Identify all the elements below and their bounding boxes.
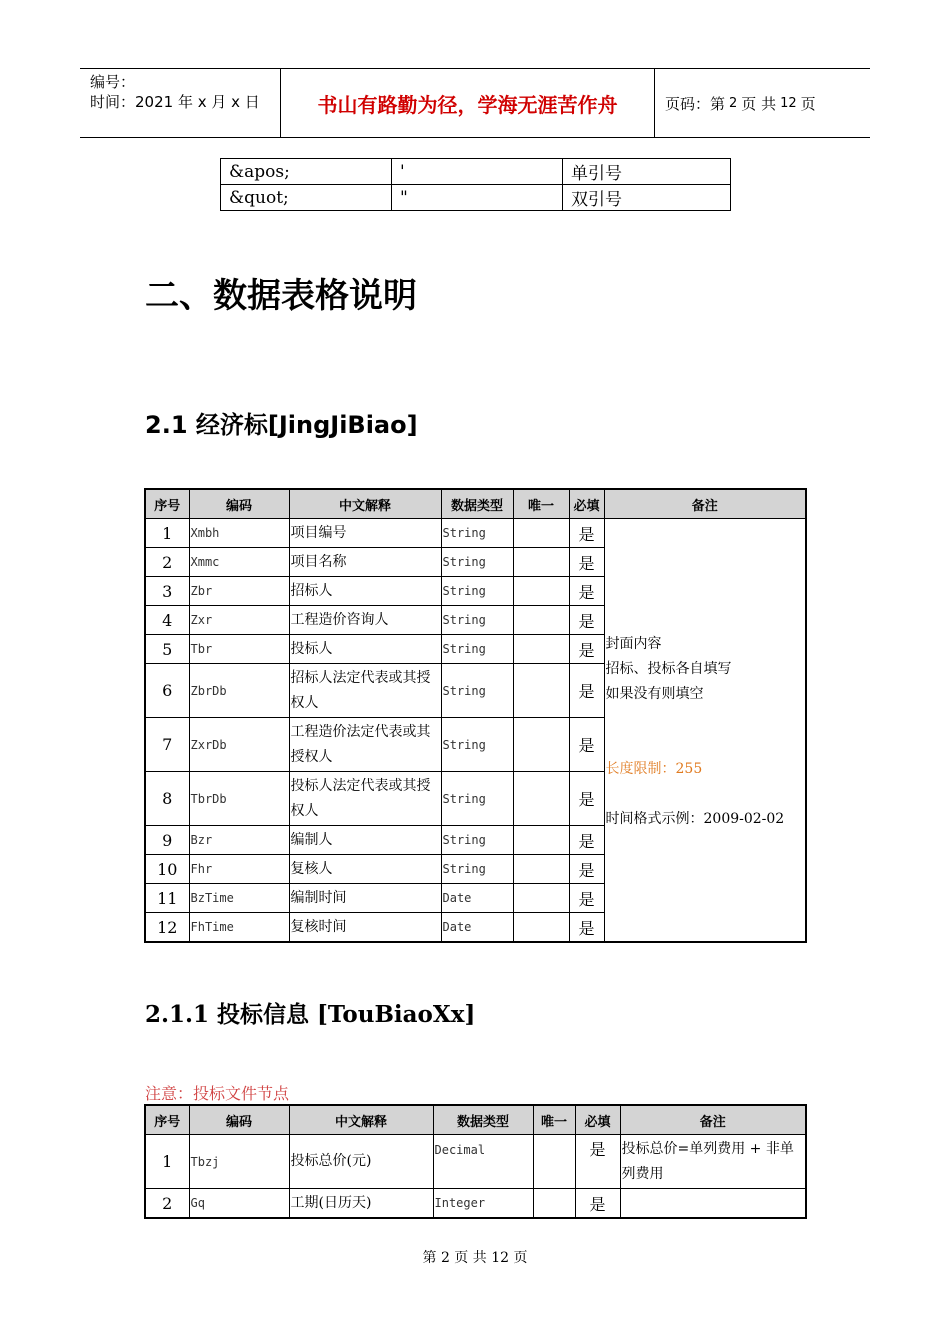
row-unique <box>513 635 569 664</box>
desc-cell: 单引号 <box>563 159 731 185</box>
row-unique <box>513 718 569 772</box>
row-no: 12 <box>145 913 189 943</box>
row-type: String <box>441 826 513 855</box>
row-unique <box>513 664 569 718</box>
toubiaoxx-table <box>144 1104 807 1219</box>
row-required: 是 <box>569 548 604 577</box>
page-footer: 第 2 页 共 12 页 <box>422 1250 528 1266</box>
row-unique <box>513 884 569 913</box>
row-type: String <box>441 718 513 772</box>
col-header-code: 编码 <box>189 489 289 519</box>
table-row <box>221 159 731 185</box>
row-code: Zxr <box>189 606 289 635</box>
row-type: String <box>441 772 513 826</box>
row-required: 是 <box>569 884 604 913</box>
col-header-remark: 备注 <box>620 1105 806 1135</box>
subsection-title-toubiaoxx: 2.1.1 投标信息 [TouBiaoXx] <box>145 1001 476 1028</box>
row-unique <box>513 577 569 606</box>
length-limit-note: 长度限制：255 <box>605 761 703 777</box>
row-required: 是 <box>569 772 604 826</box>
section-title: 二、数据表格说明 <box>145 276 417 316</box>
entity-cell: &quot; <box>221 185 392 211</box>
remark-cell <box>604 519 806 943</box>
row-no: 7 <box>145 718 189 772</box>
row-required: 是 <box>569 855 604 884</box>
row-required: 是 <box>569 577 604 606</box>
header-info <box>80 69 281 137</box>
remark-line: 如果没有则填空 <box>605 686 704 702</box>
row-code: Gq <box>189 1189 289 1219</box>
row-no: 3 <box>145 577 189 606</box>
col-header-no: 序号 <box>145 489 189 519</box>
row-cn: 项目编号 <box>289 519 441 548</box>
row-type: String <box>441 664 513 718</box>
row-no: 11 <box>145 884 189 913</box>
row-code: Zbr <box>189 577 289 606</box>
row-remark: 投标总价=单列费用 + 非单列费用 <box>620 1135 806 1189</box>
col-header-cn: 中文解释 <box>289 489 441 519</box>
page-counter <box>655 69 870 137</box>
row-cn: 招标人 <box>289 577 441 606</box>
row-unique <box>513 772 569 826</box>
table-row <box>145 1135 806 1189</box>
row-code: Xmbh <box>189 519 289 548</box>
row-unique <box>533 1135 575 1189</box>
row-no: 6 <box>145 664 189 718</box>
row-cn: 投标人 <box>289 635 441 664</box>
row-cn: 投标总价(元) <box>289 1135 433 1189</box>
page-suffix: 页 <box>800 94 816 113</box>
row-code: Bzr <box>189 826 289 855</box>
jingjibiao-table <box>144 488 807 943</box>
row-type: String <box>441 548 513 577</box>
row-cn: 编制人 <box>289 826 441 855</box>
row-cn: 复核时间 <box>289 913 441 943</box>
row-unique <box>513 913 569 943</box>
row-unique <box>513 826 569 855</box>
row-type: String <box>441 606 513 635</box>
row-no: 2 <box>145 1189 189 1219</box>
row-type: Date <box>441 913 513 943</box>
row-code: Fhr <box>189 855 289 884</box>
subsection-title-jingjibiao: 2.1 经济标[JingJiBiao] <box>145 411 418 439</box>
char-cell: ' <box>392 159 563 185</box>
row-unique <box>513 519 569 548</box>
row-type: String <box>441 577 513 606</box>
entity-table <box>220 158 731 211</box>
row-no: 5 <box>145 635 189 664</box>
remark-line: 招标、投标各自填写 <box>605 661 732 677</box>
row-no: 9 <box>145 826 189 855</box>
row-type: String <box>441 855 513 884</box>
col-header-required: 必填 <box>575 1105 620 1135</box>
row-cn: 项目名称 <box>289 548 441 577</box>
desc-cell: 双引号 <box>563 185 731 211</box>
row-no: 10 <box>145 855 189 884</box>
row-no: 1 <box>145 1135 189 1189</box>
col-header-cn: 中文解释 <box>289 1105 433 1135</box>
row-code: ZbrDb <box>189 664 289 718</box>
row-required: 是 <box>569 635 604 664</box>
row-required: 是 <box>569 913 604 943</box>
number-label: 编号： <box>90 73 136 91</box>
row-cn: 工程造价法定代表或其授权人 <box>289 718 441 772</box>
char-cell: " <box>392 185 563 211</box>
row-no: 4 <box>145 606 189 635</box>
col-header-type: 数据类型 <box>441 489 513 519</box>
col-header-unique: 唯一 <box>513 489 569 519</box>
time-label: 时间：2021 年 x 月 x 日 <box>90 93 260 111</box>
row-cn: 投标人法定代表或其授权人 <box>289 772 441 826</box>
row-type: String <box>441 519 513 548</box>
page-mid: 页 共 <box>741 94 777 113</box>
page-total: 12 <box>780 95 797 111</box>
row-type: Integer <box>433 1189 533 1219</box>
row-no: 1 <box>145 519 189 548</box>
remark-line: 封面内容 <box>605 636 662 652</box>
page-number: 2 <box>729 95 738 111</box>
row-type: String <box>441 635 513 664</box>
row-required: 是 <box>569 606 604 635</box>
row-cn: 编制时间 <box>289 884 441 913</box>
row-code: ZxrDb <box>189 718 289 772</box>
row-cn: 招标人法定代表或其授权人 <box>289 664 441 718</box>
table-header-row <box>145 489 806 519</box>
row-type: Date <box>441 884 513 913</box>
row-required: 是 <box>575 1135 620 1189</box>
table-header-row <box>145 1105 806 1135</box>
row-code: Tbr <box>189 635 289 664</box>
table-row <box>221 185 731 211</box>
row-required: 是 <box>569 718 604 772</box>
row-code: Tbzj <box>189 1135 289 1189</box>
col-header-type: 数据类型 <box>433 1105 533 1135</box>
col-header-code: 编码 <box>189 1105 289 1135</box>
row-required: 是 <box>569 826 604 855</box>
row-unique <box>513 548 569 577</box>
motto: 书山有路勤为径，学海无涯苦作舟 <box>281 69 655 137</box>
row-unique <box>513 606 569 635</box>
row-required: 是 <box>575 1189 620 1219</box>
row-cn: 复核人 <box>289 855 441 884</box>
entity-cell: &apos; <box>221 159 392 185</box>
page-header <box>80 68 870 138</box>
col-header-required: 必填 <box>569 489 604 519</box>
row-unique <box>533 1189 575 1219</box>
row-required: 是 <box>569 664 604 718</box>
row-code: BzTime <box>189 884 289 913</box>
row-no: 8 <box>145 772 189 826</box>
col-header-remark: 备注 <box>604 489 806 519</box>
node-note: 注意：投标文件节点 <box>145 1084 290 1103</box>
row-cn: 工期(日历天) <box>289 1189 433 1219</box>
row-no: 2 <box>145 548 189 577</box>
row-code: FhTime <box>189 913 289 943</box>
row-remark <box>620 1189 806 1219</box>
table-row <box>145 1189 806 1219</box>
row-code: TbrDb <box>189 772 289 826</box>
time-format-note: 时间格式示例：2009-02-02 <box>605 811 785 827</box>
row-code: Xmmc <box>189 548 289 577</box>
row-required: 是 <box>569 519 604 548</box>
row-cn: 工程造价咨询人 <box>289 606 441 635</box>
row-unique <box>513 855 569 884</box>
page-prefix: 页码：第 <box>665 94 726 113</box>
table-row <box>145 519 806 548</box>
col-header-no: 序号 <box>145 1105 189 1135</box>
col-header-unique: 唯一 <box>533 1105 575 1135</box>
row-type: Decimal <box>433 1135 533 1189</box>
